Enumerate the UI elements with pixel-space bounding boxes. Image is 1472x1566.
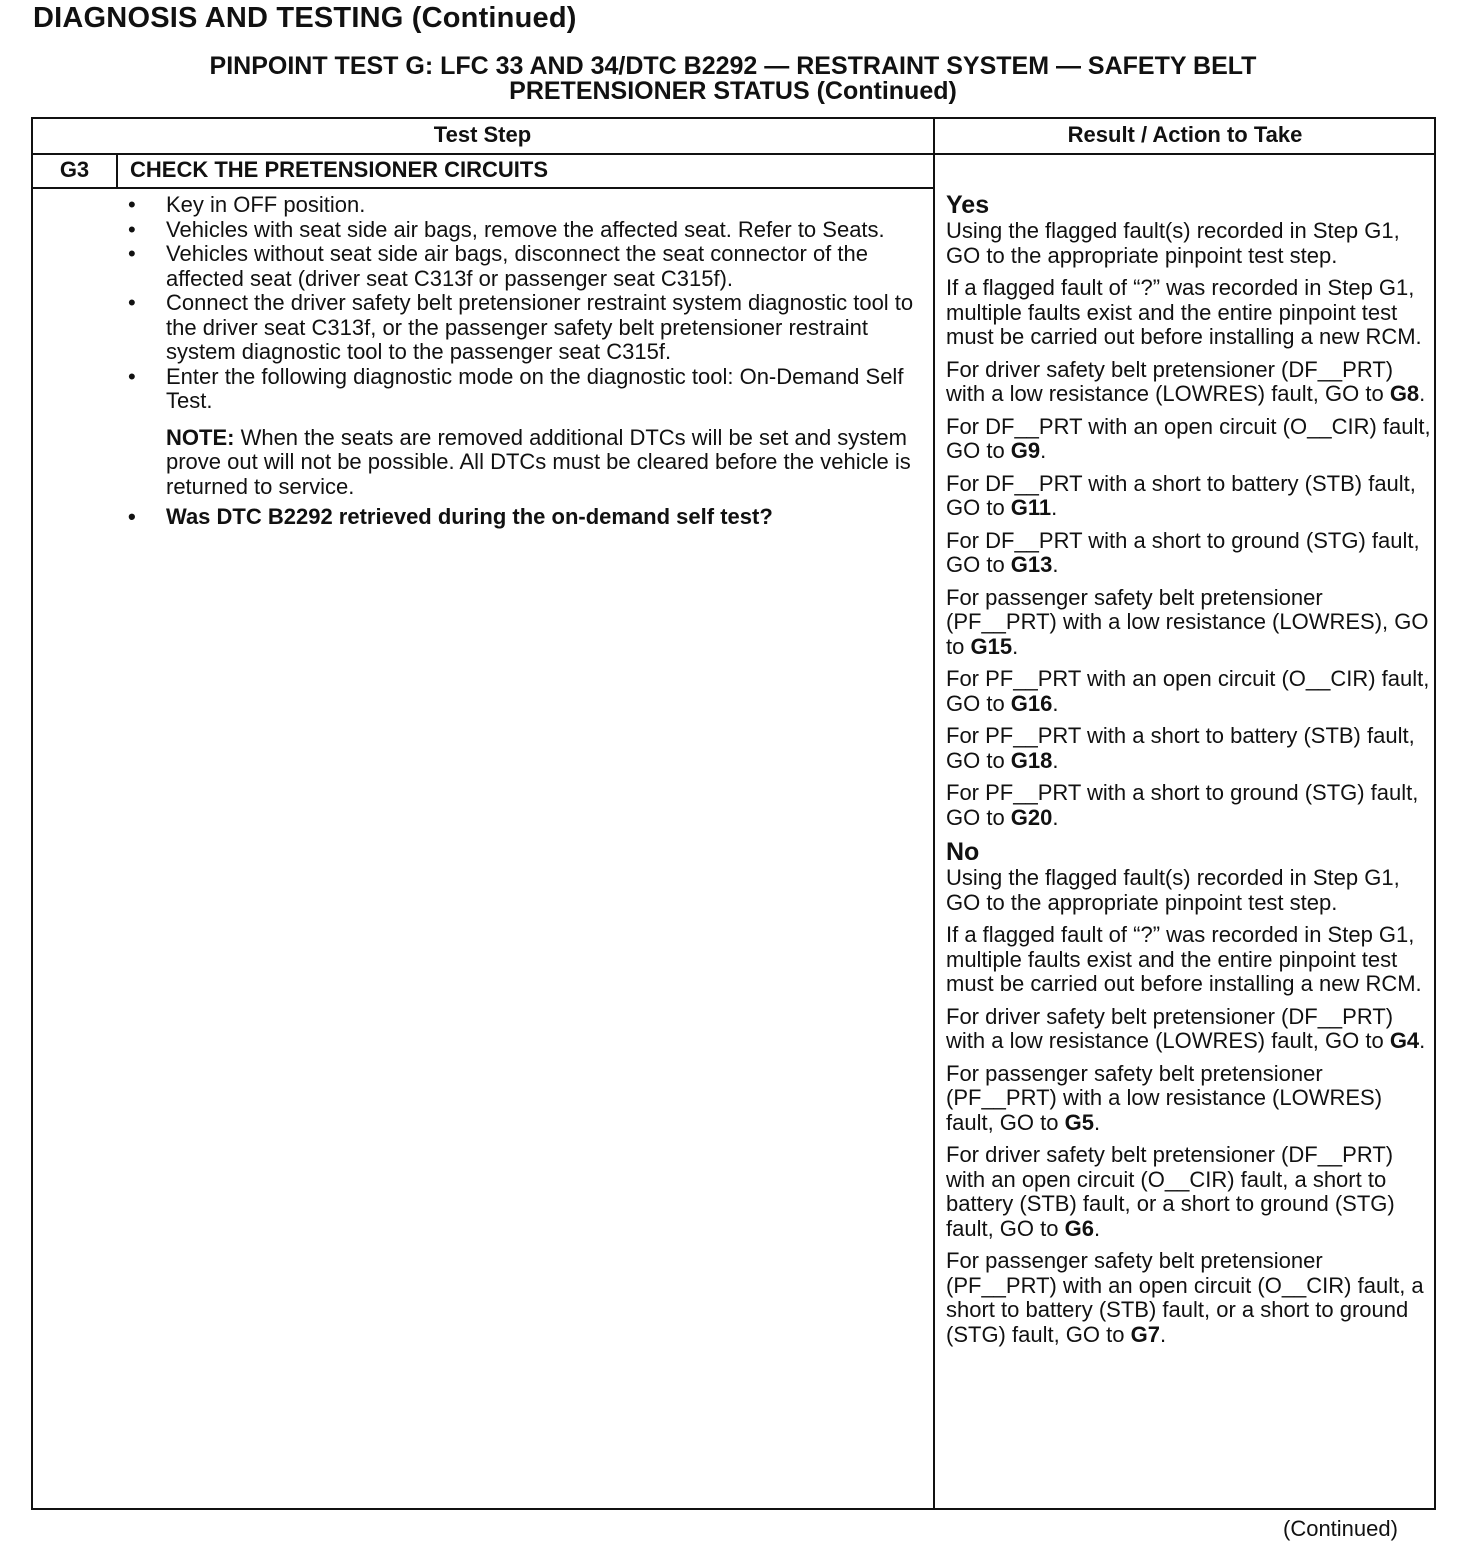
result-action-text: Using the flagged fault(s) recorded in Step G1, GO to the appropriate pinpoint test step. (946, 218, 1400, 268)
note-text: When the seats are removed additional DTCs will be set and system prove out will not be possible. All DTCs must be cleared before the vehicle is returned to service. (166, 424, 911, 499)
result-action-text: If a flagged fault of “?” was recorded in Step G1, multiple faults exist and the entire pinpoint test must be carried out before installing a new RCM. (946, 275, 1422, 349)
result-action-item: For passenger safety belt pretensioner (PF__PRT) with a low resistance (LOWRES), GO to G15. (946, 584, 1429, 659)
test-title-line2: PRETENSIONER STATUS (Continued) (509, 77, 957, 105)
result-action-item (946, 219, 1431, 268)
result-action-column (946, 191, 1431, 1355)
result-action-item (946, 866, 1431, 915)
go-to-step: G13 (1010, 552, 1053, 577)
result-action-text: If a flagged fault of “?” was recorded in Step G1, multiple faults exist and the entire pinpoint test must be carried out before installing a new RCM. (946, 922, 1422, 996)
result-action-item: For passenger safety belt pretensioner (PF__PRT) with a low resistance (LOWRES) fault, GO to G5. (946, 1060, 1383, 1135)
continued-label: (Continued) (1283, 1516, 1398, 1541)
question-item: • Was DTC B2292 retrieved during the on-demand self test? (128, 504, 773, 529)
column-divider (933, 117, 935, 1510)
pinpoint-test-title (33, 54, 1433, 104)
result-action-item: For PF__PRT with a short to ground (STG) fault, GO to G20. (946, 780, 1419, 830)
result-action-item: For driver safety belt pretensioner (DF__PRT) with an open circuit (O__CIR) fault, a short to battery (STB) fault, or a short to ground (STG) fault, GO to G6. (946, 1142, 1395, 1241)
result-action-text: For driver safety belt pretensioner (DF__PRT) with a low resistance (LOWRES) fault, GO to (946, 1003, 1394, 1053)
no-actions (946, 866, 1431, 1347)
result-action-item: For PF__PRT with a short to battery (STB) fault, GO to G18. (946, 723, 1415, 773)
step-title: CHECK THE PRETENSIONER CIRCUITS (130, 157, 549, 182)
note (125, 426, 915, 500)
result-action-item: For driver safety belt pretensioner (DF__PRT) with a low resistance (LOWRES) fault, GO to G8. (946, 356, 1426, 406)
go-to-step: G9 (1010, 438, 1041, 463)
go-to-step: G8 (1389, 381, 1420, 406)
test-step-instructions (125, 193, 915, 530)
result-action-text: For PF__PRT with a short to battery (STB) fault, GO to (946, 723, 1415, 773)
go-to-step: G15 (970, 633, 1013, 659)
instruction-item: • Vehicles with seat side air bags, remove the affected seat. Refer to Seats. (128, 216, 885, 242)
result-action-item: For DF__PRT with an open circuit (O__CIR) fault, GO to G9. (946, 413, 1431, 463)
go-to-step: G16 (1010, 690, 1053, 716)
go-to-step: G11 (1010, 495, 1052, 520)
result-action-item: For passenger safety belt pretensioner (PF__PRT) with an open circuit (O__CIR) fault, a short to battery (STB) fault, or a short to ground (STG) fault, GO to G7. (946, 1248, 1424, 1347)
instruction-item: • Vehicles without seat side air bags, disconnect the seat connector of the affected seat (driver seat C313f or passenger seat C315f). (128, 241, 868, 291)
result-action-item (946, 923, 1431, 997)
result-action-text: For DF__PRT with a short to ground (STG) fault, GO to (946, 527, 1420, 577)
step-row-divider (31, 187, 934, 189)
result-action-text: For driver safety belt pretensioner (DF__PRT) with a low resistance (LOWRES) fault, GO to (946, 356, 1394, 406)
go-to-step: G18 (1010, 747, 1053, 773)
test-title-line1: PINPOINT TEST G: LFC 33 AND 34/DTC B2292 — RESTRAINT SYSTEM — SAFETY BELT (209, 52, 1257, 80)
yes-label: Yes (946, 191, 990, 219)
result-action-item (946, 276, 1431, 350)
go-to-step: G20 (1010, 804, 1053, 830)
instruction-item: • Enter the following diagnostic mode on the diagnostic tool: On-Demand Self Test. (128, 363, 904, 413)
go-to-step: G6 (1064, 1215, 1094, 1241)
yes-actions (946, 219, 1431, 830)
result-action-item: For PF__PRT with an open circuit (O__CIR) fault, GO to G16. (946, 666, 1430, 716)
header-divider (31, 153, 1436, 155)
header-result-action: Result / Action to Take (1067, 122, 1303, 147)
result-action-text: For passenger safety belt pretensioner (PF__PRT) with an open circuit (O__CIR) fault, a short to battery (STB) fault, or a short to ground (STG) fault, GO to (946, 1248, 1424, 1347)
result-action-text: For driver safety belt pretensioner (DF__PRT) with an open circuit (O__CIR) fault, a short to battery (STB) fault, or a short to ground (STG) fault, GO to (946, 1142, 1395, 1241)
result-action-text: For DF__PRT with an open circuit (O__CIR) fault, GO to (946, 413, 1431, 463)
page-title: DIAGNOSIS AND TESTING (Continued) (33, 2, 577, 34)
result-action-text: For passenger safety belt pretensioner (PF__PRT) with a low resistance (LOWRES) fault, GO to (946, 1060, 1383, 1135)
step-id: G3 (59, 157, 90, 182)
result-action-text: For PF__PRT with a short to ground (STG) fault, GO to (946, 780, 1419, 830)
go-to-step: G4 (1389, 1028, 1420, 1053)
instruction-item: • Connect the driver safety belt pretensioner restraint system diagnostic tool to the driver seat C313f, or the passenger safety belt pretensioner restraint system diagnostic tool to the passenger seat C315f. (128, 290, 914, 364)
result-action-item: For driver safety belt pretensioner (DF__PRT) with a low resistance (LOWRES) fault, GO to G4. (946, 1003, 1426, 1053)
go-to-step: G7 (1130, 1321, 1160, 1347)
result-action-text: For passenger safety belt pretensioner (PF__PRT) with a low resistance (LOWRES), GO to (946, 584, 1429, 659)
no-label: No (946, 838, 980, 866)
result-action-item: For DF__PRT with a short to ground (STG) fault, GO to G13. (946, 527, 1420, 577)
instruction-item: • Key in OFF position. (128, 192, 366, 217)
result-action-text: Using the flagged fault(s) recorded in Step G1, GO to the appropriate pinpoint test step. (946, 865, 1400, 915)
result-action-item: For DF__PRT with a short to battery (STB) fault, GO to G11. (946, 470, 1416, 520)
note-label: NOTE: (166, 424, 235, 450)
header-test-step: Test Step (433, 122, 532, 147)
go-to-step: G5 (1064, 1109, 1094, 1135)
result-action-text: For DF__PRT with a short to battery (STB) fault, GO to (946, 470, 1416, 520)
result-action-text: For PF__PRT with an open circuit (O__CIR) fault, GO to (946, 666, 1430, 716)
